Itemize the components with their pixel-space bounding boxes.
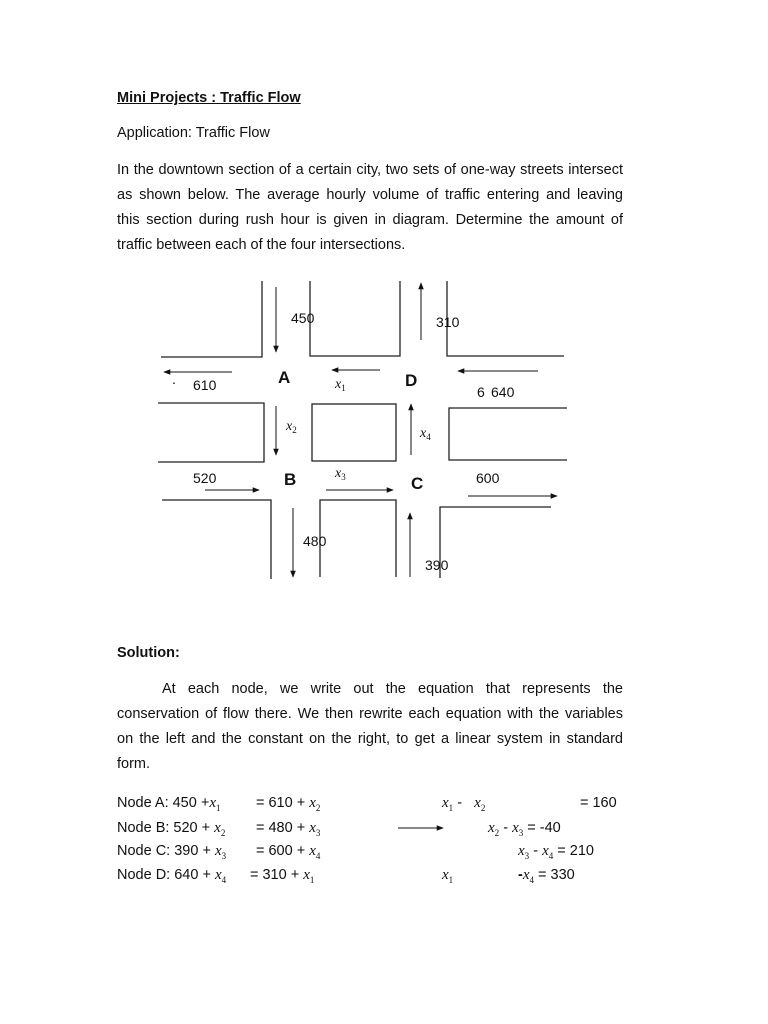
flow-label-480: 480 bbox=[303, 533, 327, 549]
intro-line: this section during rush hour is given in diagram. Determine the amount of bbox=[117, 212, 623, 228]
block-bottom-right bbox=[440, 507, 551, 578]
flow-label-450: 450 bbox=[291, 310, 315, 326]
stray-mark-6: 6 bbox=[477, 384, 485, 400]
equation-node-b-left: Node B: $520 + x_2$ bbox=[117, 820, 226, 838]
equation-node-b-standard: $x_2 - x_3 = -40$ bbox=[488, 820, 561, 838]
flow-label-520: 520 bbox=[193, 470, 217, 486]
variable-x4: $x_4$ bbox=[420, 426, 431, 442]
equation-node-a-standard: $x_1$ - $x_2$ bbox=[442, 795, 486, 813]
equation-node-a-left: Node A: $450 +x_1$ bbox=[117, 795, 221, 813]
block-center bbox=[312, 404, 396, 461]
intro-line: In the downtown section of a certain city, two sets of one-way streets intersect bbox=[117, 162, 623, 178]
solution-heading: Solution: bbox=[117, 645, 180, 661]
flow-label-600: 600 bbox=[476, 470, 500, 486]
flow-label-610: 610 bbox=[193, 377, 217, 393]
solution-line: conservation of flow there. We then rewrite each equation with the variables bbox=[117, 706, 623, 722]
equation-node-d-standard-x4: $-x_4 = 330$ bbox=[518, 867, 575, 885]
equation-node-d-left: Node D: $640 + x_4$ bbox=[117, 867, 227, 885]
section-subtitle: Application: Traffic Flow bbox=[117, 125, 270, 141]
page-title: Mini Projects : Traffic Flow bbox=[117, 90, 301, 106]
block-top-left bbox=[161, 281, 262, 357]
block-top-middle bbox=[310, 281, 400, 356]
block-middle-left bbox=[158, 403, 264, 462]
node-label-c: C bbox=[411, 474, 424, 493]
equation-node-d-standard-x1: $x_1$ bbox=[442, 867, 454, 885]
solution-line: on the left and the constant on the right, to get a linear system in standard bbox=[117, 731, 623, 747]
solution-paragraph bbox=[117, 677, 623, 777]
node-label-a: A bbox=[278, 368, 291, 387]
intro-line: traffic between each of the four intersections. bbox=[117, 237, 406, 253]
equation-node-c-left: Node C: $390 + x_3$ bbox=[117, 843, 227, 861]
flow-label-310: 310 bbox=[436, 314, 460, 330]
equation-node-a-constant: = 160 bbox=[580, 795, 617, 811]
block-bottom-left bbox=[162, 500, 271, 579]
variable-x1: $x_1$ bbox=[335, 377, 346, 393]
node-label-b: B bbox=[284, 470, 297, 489]
solution-line: At each node, we write out the equation that represents the bbox=[162, 681, 623, 697]
node-label-d: D bbox=[405, 371, 418, 390]
flow-label-640: 640 bbox=[491, 384, 515, 400]
stray-mark-dot: . bbox=[172, 371, 176, 387]
variable-x2: $x_2$ bbox=[286, 419, 297, 435]
equation-node-c-right: = $600 + x_4$ bbox=[256, 843, 321, 861]
solution-line: form. bbox=[117, 756, 151, 772]
equation-node-b-right: = $480 + x_3$ bbox=[256, 820, 321, 838]
equation-node-a-right: = $610 + x_2$ bbox=[256, 795, 321, 813]
block-top-right bbox=[447, 281, 564, 356]
equation-node-c-standard: $x_3 - x_4 = 210$ bbox=[518, 843, 594, 861]
variable-x3: $x_3$ bbox=[335, 466, 346, 482]
block-middle-right bbox=[449, 408, 567, 460]
intro-line: as shown below. The average hourly volume of traffic entering and leaving bbox=[117, 187, 623, 203]
equation-node-d-right: = $310 + x_1$ bbox=[250, 867, 315, 885]
block-bottom-middle bbox=[320, 500, 396, 577]
flow-label-390: 390 bbox=[425, 557, 449, 573]
